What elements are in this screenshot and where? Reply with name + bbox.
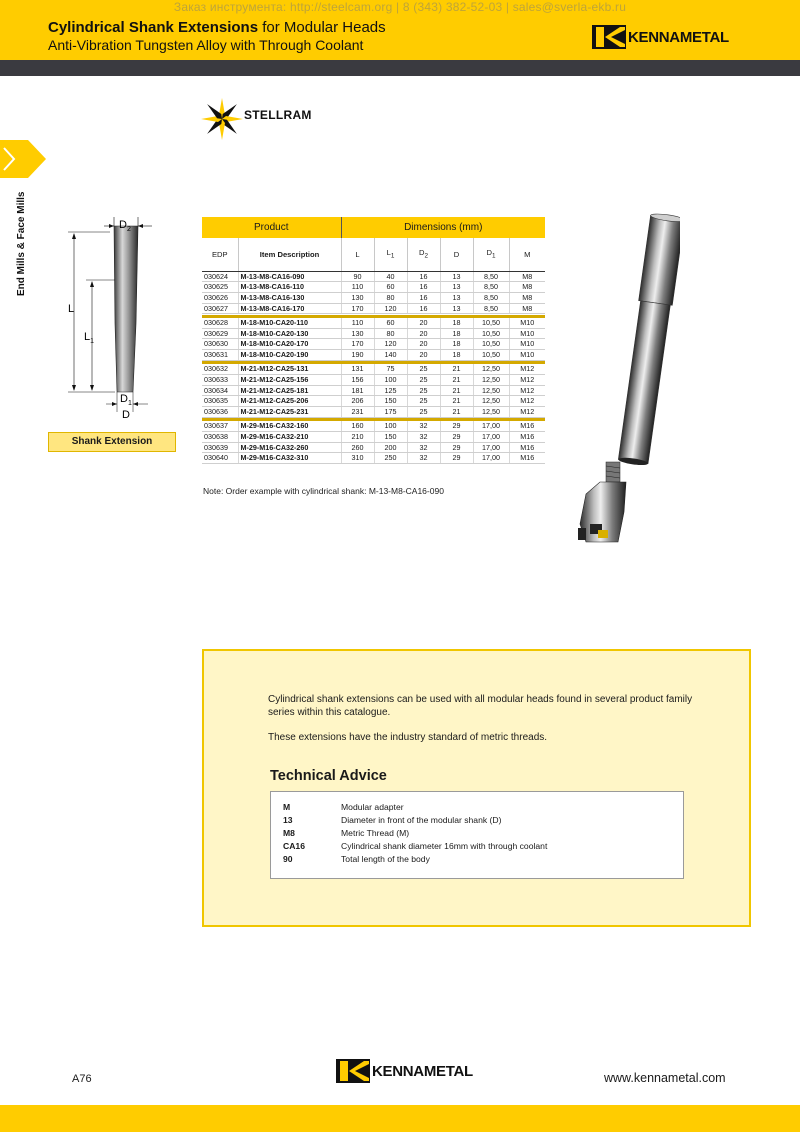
kennametal-logo-footer <box>336 1059 473 1083</box>
cell-m: M10 <box>509 339 545 350</box>
advice-code: M <box>283 802 291 812</box>
advice-code: 90 <box>283 854 293 864</box>
header-dimensions: Dimensions (mm) <box>341 217 545 238</box>
cell-item-description: M-13-M8-CA16-090 <box>238 271 341 282</box>
cell-m: M8 <box>509 303 545 314</box>
col-l1: $L_1$ <box>374 238 407 271</box>
header-dark-band <box>0 60 800 76</box>
cell-edp: 030633 <box>202 374 238 385</box>
cell-l1: 80 <box>374 328 407 339</box>
col-l: L <box>341 238 374 271</box>
cell-item-description: M-29-M16-CA32-310 <box>238 453 341 464</box>
cell-edp: 030636 <box>202 406 238 417</box>
cell-edp: 030638 <box>202 431 238 442</box>
cell-d1: 10,50 <box>473 339 509 350</box>
cell-d1: 10,50 <box>473 349 509 360</box>
cell-l1: 150 <box>374 431 407 442</box>
cell-m: M8 <box>509 282 545 293</box>
label-d: D <box>122 409 130 421</box>
cell-d1: 12,50 <box>473 396 509 407</box>
kennametal-logo-header <box>592 25 729 49</box>
page-subtitle: Anti-Vibration Tungsten Alloy with Through Coolant <box>48 37 364 53</box>
label-d2: $D_2$ <box>119 219 131 233</box>
info-paragraph-1: Cylindrical shank extensions can be used with all modular heads found in several product family series within this catalogue. <box>268 694 693 718</box>
cell-m: M10 <box>509 328 545 339</box>
cell-d: 29 <box>440 421 473 431</box>
cell-d1: 10,50 <box>473 318 509 328</box>
kennametal-wordmark: KENNAMETAL <box>628 28 729 46</box>
cell-d: 21 <box>440 396 473 407</box>
section-arrow-icon <box>0 140 46 178</box>
table-row <box>202 406 545 417</box>
cell-edp: 030639 <box>202 442 238 453</box>
cell-l1: 60 <box>374 282 407 293</box>
cell-edp: 030637 <box>202 421 238 431</box>
cell-l1: 140 <box>374 349 407 360</box>
table-row <box>202 442 545 453</box>
cell-m: M16 <box>509 442 545 453</box>
cell-d1: 8,50 <box>473 303 509 314</box>
page-title <box>48 19 386 36</box>
cell-d: 21 <box>440 406 473 417</box>
cell-m: M16 <box>509 421 545 431</box>
advice-code: M8 <box>283 828 295 838</box>
cell-edp: 030627 <box>202 303 238 314</box>
footer-band <box>0 1105 800 1132</box>
table-column-header <box>202 238 545 271</box>
cell-d: 29 <box>440 442 473 453</box>
cell-l1: 125 <box>374 385 407 396</box>
table-row <box>202 339 545 350</box>
cell-d1: 12,50 <box>473 364 509 374</box>
cell-l1: 100 <box>374 421 407 431</box>
cell-l1: 40 <box>374 271 407 282</box>
cell-d1: 17,00 <box>473 442 509 453</box>
cell-l1: 100 <box>374 374 407 385</box>
table-body <box>202 271 545 463</box>
stellram-wordmark: STELLRAM <box>244 108 312 122</box>
cell-d2: 16 <box>407 292 440 303</box>
cell-edp: 030634 <box>202 385 238 396</box>
col-m: M <box>509 238 545 271</box>
cell-l1: 175 <box>374 406 407 417</box>
cell-d2: 25 <box>407 396 440 407</box>
tool-image <box>560 212 680 552</box>
cell-m: M16 <box>509 453 545 464</box>
cell-l: 90 <box>341 271 374 282</box>
cell-edp: 030640 <box>202 453 238 464</box>
cell-edp: 030631 <box>202 349 238 360</box>
cell-d1: 10,50 <box>473 328 509 339</box>
cell-d: 18 <box>440 328 473 339</box>
col-d1: $D_1$ <box>473 238 509 271</box>
website-link[interactable]: www.kennametal.com <box>604 1071 726 1085</box>
label-l1: $L_1$ <box>84 331 95 345</box>
cell-d2: 16 <box>407 282 440 293</box>
cell-edp: 030628 <box>202 318 238 328</box>
cell-m: M8 <box>509 271 545 282</box>
advice-code: CA16 <box>283 841 305 851</box>
cell-d2: 16 <box>407 303 440 314</box>
cell-l1: 250 <box>374 453 407 464</box>
cell-d2: 20 <box>407 318 440 328</box>
cell-l1: 80 <box>374 292 407 303</box>
cell-l1: 200 <box>374 442 407 453</box>
kennametal-wordmark: KENNAMETAL <box>372 1062 473 1080</box>
label-d1: $D_1$ <box>120 393 132 407</box>
cell-d1: 17,00 <box>473 453 509 464</box>
table-row <box>202 271 545 282</box>
header-product: Product <box>202 217 341 238</box>
cell-item-description: M-21-M12-CA25-131 <box>238 364 341 374</box>
cell-d2: 32 <box>407 431 440 442</box>
advice-desc: Metric Thread (M) <box>341 828 410 838</box>
cell-l1: 120 <box>374 303 407 314</box>
cell-m: M16 <box>509 431 545 442</box>
cell-d1: 12,50 <box>473 374 509 385</box>
cell-d2: 25 <box>407 374 440 385</box>
cell-edp: 030632 <box>202 364 238 374</box>
cell-d1: 12,50 <box>473 385 509 396</box>
cell-d2: 25 <box>407 406 440 417</box>
cell-d: 18 <box>440 318 473 328</box>
table-row <box>202 374 545 385</box>
cell-l: 210 <box>341 431 374 442</box>
cell-d: 13 <box>440 271 473 282</box>
cell-l: 131 <box>341 364 374 374</box>
col-item-description: Item Description <box>238 238 341 271</box>
cell-d2: 20 <box>407 328 440 339</box>
cell-l: 130 <box>341 292 374 303</box>
kennametal-mark-icon <box>592 25 626 49</box>
advice-desc: Diameter in front of the modular shank (D) <box>341 815 502 825</box>
stellram-logo <box>200 96 350 142</box>
technical-advice-title: Technical Advice <box>270 768 387 784</box>
cell-l: 181 <box>341 385 374 396</box>
table-row <box>202 396 545 407</box>
cell-item-description: M-18-M10-CA20-130 <box>238 328 341 339</box>
order-note: Note: Order example with cylindrical shank: M-13-M8-CA16-090 <box>203 486 444 496</box>
cell-d2: 25 <box>407 385 440 396</box>
cell-m: M10 <box>509 318 545 328</box>
cell-d: 29 <box>440 453 473 464</box>
cell-d2: 32 <box>407 442 440 453</box>
cell-edp: 030624 <box>202 271 238 282</box>
cell-d1: 8,50 <box>473 271 509 282</box>
cell-l: 170 <box>341 303 374 314</box>
page-title-rest: for Modular Heads <box>258 19 386 36</box>
cell-item-description: M-29-M16-CA32-210 <box>238 431 341 442</box>
advice-desc: Cylindrical shank diameter 16mm with through coolant <box>341 841 548 851</box>
cell-item-description: M-13-M8-CA16-110 <box>238 282 341 293</box>
cell-d2: 32 <box>407 421 440 431</box>
cell-l: 130 <box>341 328 374 339</box>
col-edp: EDP <box>202 238 238 271</box>
cell-edp: 030626 <box>202 292 238 303</box>
cell-d2: 20 <box>407 349 440 360</box>
cell-d1: 12,50 <box>473 406 509 417</box>
cell-d1: 8,50 <box>473 292 509 303</box>
cell-edp: 030630 <box>202 339 238 350</box>
cell-m: M12 <box>509 396 545 407</box>
cell-item-description: M-18-M10-CA20-170 <box>238 339 341 350</box>
cell-d: 18 <box>440 339 473 350</box>
cell-d2: 20 <box>407 339 440 350</box>
cell-item-description: M-21-M12-CA25-206 <box>238 396 341 407</box>
page-number: A76 <box>72 1073 92 1085</box>
cell-m: M10 <box>509 349 545 360</box>
cell-d2: 25 <box>407 364 440 374</box>
cell-l1: 120 <box>374 339 407 350</box>
cell-l: 190 <box>341 349 374 360</box>
technical-advice-box <box>270 791 684 879</box>
cell-l: 260 <box>341 442 374 453</box>
cell-l: 170 <box>341 339 374 350</box>
cell-item-description: M-13-M8-CA16-130 <box>238 292 341 303</box>
table-row <box>202 349 545 360</box>
advice-desc: Modular adapter <box>341 802 404 812</box>
table-row <box>202 431 545 442</box>
cell-edp: 030629 <box>202 328 238 339</box>
stellram-star-icon <box>200 96 244 142</box>
table-row <box>202 453 545 464</box>
cell-m: M12 <box>509 374 545 385</box>
table-row <box>202 364 545 374</box>
cell-item-description: M-18-M10-CA20-110 <box>238 318 341 328</box>
cell-item-description: M-18-M10-CA20-190 <box>238 349 341 360</box>
table-row <box>202 421 545 431</box>
cell-l: 156 <box>341 374 374 385</box>
cell-m: M12 <box>509 385 545 396</box>
table-row <box>202 303 545 314</box>
product-table <box>202 217 545 464</box>
cell-d2: 32 <box>407 453 440 464</box>
cell-d: 13 <box>440 303 473 314</box>
cell-d2: 16 <box>407 271 440 282</box>
cell-item-description: M-29-M16-CA32-260 <box>238 442 341 453</box>
cell-item-description: M-13-M8-CA16-170 <box>238 303 341 314</box>
cell-l: 160 <box>341 421 374 431</box>
cell-m: M12 <box>509 364 545 374</box>
table-row <box>202 282 545 293</box>
advice-code: 13 <box>283 815 293 825</box>
section-label-text: End Mills & Face Mills <box>16 191 27 296</box>
kennametal-mark-icon <box>336 1059 370 1083</box>
cell-item-description: M-21-M12-CA25-181 <box>238 385 341 396</box>
section-label <box>16 186 30 296</box>
cell-l: 310 <box>341 453 374 464</box>
cell-d1: 8,50 <box>473 282 509 293</box>
cell-l: 231 <box>341 406 374 417</box>
cell-d: 29 <box>440 431 473 442</box>
table-row <box>202 318 545 328</box>
cell-l1: 150 <box>374 396 407 407</box>
info-box <box>202 649 751 927</box>
col-d: D <box>440 238 473 271</box>
cell-edp: 030625 <box>202 282 238 293</box>
advice-desc: Total length of the body <box>341 854 430 864</box>
cell-d: 21 <box>440 364 473 374</box>
table-row <box>202 385 545 396</box>
cell-d1: 17,00 <box>473 421 509 431</box>
table-group-header <box>202 217 545 238</box>
cell-l: 110 <box>341 282 374 293</box>
page-title-bold: Cylindrical Shank Extensions <box>48 19 259 36</box>
col-d2: $D_2$ <box>407 238 440 271</box>
cell-m: M8 <box>509 292 545 303</box>
cell-d1: 17,00 <box>473 431 509 442</box>
cell-d: 18 <box>440 349 473 360</box>
table-row <box>202 292 545 303</box>
cell-l1: 60 <box>374 318 407 328</box>
cell-l: 206 <box>341 396 374 407</box>
cell-d: 21 <box>440 385 473 396</box>
table-row <box>202 328 545 339</box>
cell-l: 110 <box>341 318 374 328</box>
info-paragraph-2: These extensions have the industry standard of metric threads. <box>268 732 548 743</box>
cell-l1: 75 <box>374 364 407 374</box>
cell-d: 21 <box>440 374 473 385</box>
drawing-caption: Shank Extension <box>48 432 176 452</box>
cell-m: M12 <box>509 406 545 417</box>
cell-item-description: M-21-M12-CA25-156 <box>238 374 341 385</box>
contact-line: Заказ инструмента: http://steelcam.org | 8 (343) 382-52-03 | sales@sverla-ekb.ru <box>173 0 627 14</box>
cell-d: 13 <box>440 292 473 303</box>
shank-drawing <box>60 212 170 424</box>
cell-item-description: M-29-M16-CA32-160 <box>238 421 341 431</box>
cell-edp: 030635 <box>202 396 238 407</box>
label-l: L <box>68 303 75 315</box>
cell-d: 13 <box>440 282 473 293</box>
cell-item-description: M-21-M12-CA25-231 <box>238 406 341 417</box>
